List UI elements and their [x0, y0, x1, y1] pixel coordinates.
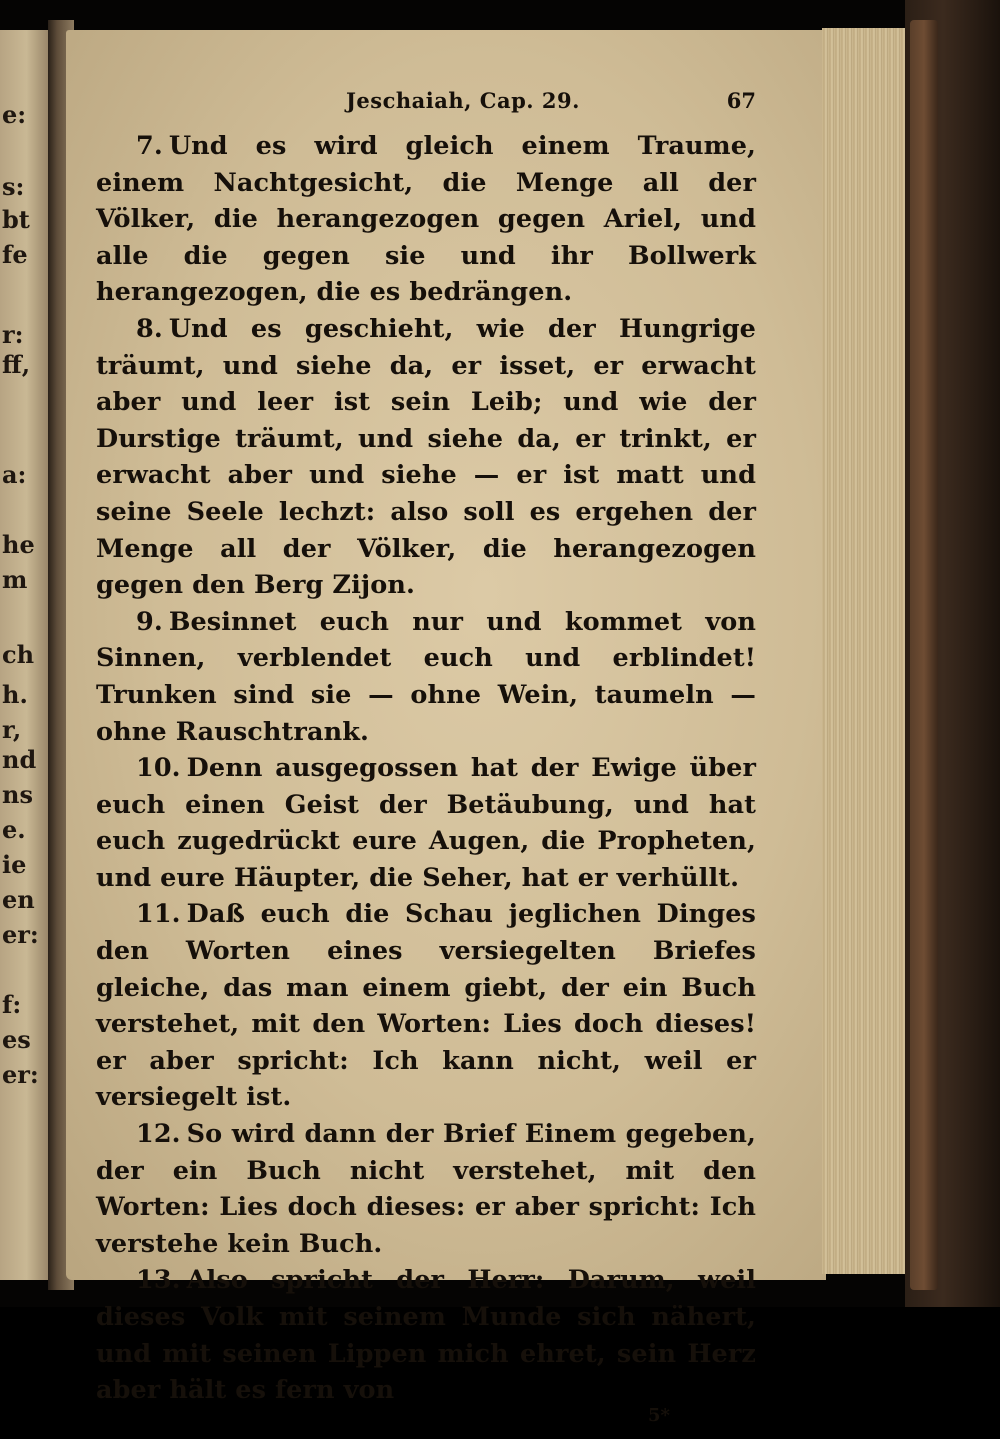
cover-edge	[910, 20, 938, 1290]
verse-10	[96, 750, 756, 896]
left-page-fragment: a:	[2, 460, 27, 489]
signature-mark: 5*	[648, 1404, 670, 1426]
left-page-fragment: ns	[2, 780, 33, 809]
page-text	[96, 88, 756, 1439]
left-page-fragment: er:	[2, 1060, 39, 1089]
left-page-text-fragments	[0, 30, 48, 1280]
verse-number: 10.	[136, 753, 181, 784]
left-page-fragment: bt	[2, 205, 30, 234]
verse-8	[96, 311, 756, 604]
left-page-fragment: en	[2, 885, 35, 914]
left-page-edge	[0, 30, 48, 1280]
running-head: Jeschaiah, Cap. 29.	[346, 88, 580, 113]
left-page-fragment: ie	[2, 850, 27, 879]
left-page-fragment: he	[2, 530, 35, 559]
left-page-fragment: ch	[2, 640, 35, 669]
left-page-fragment: fe	[2, 240, 28, 269]
page-fore-edge	[822, 28, 910, 1274]
verse-11	[96, 896, 756, 1116]
verse-7	[96, 128, 756, 311]
left-page-fragment: e.	[2, 815, 26, 844]
left-page-fragment: ff,	[2, 350, 31, 379]
verse-text: Besinnet euch nur und kommet von Sinnen, verblendet euch und erblindet! Trunken sind sie — ohne Wein, taumeln — ohne Rauschtrank.	[96, 606, 756, 747]
verse-text: Und es geschieht, wie der Hungrige träumt, und siehe da, er isset, er erwacht aber und leer ist sein Leib; und wie der Durstige träumt, und siehe da, er trinkt, er erwacht aber und siehe — er ist matt und seine Seele lechzt: also soll es ergehen der Menge all der Völker, die herangezogen gegen den Berg Zijon.	[96, 313, 756, 601]
left-page-fragment: e:	[2, 100, 27, 129]
verse-text: Und es wird gleich einem Traume, einem Nachtgesicht, die Menge all der Völker, die herangezogen gegen Ariel, und alle die gegen sie und ihr Bollwerk herangezogen, die es bedrängen.	[96, 131, 756, 308]
left-page-fragment: s:	[2, 172, 25, 201]
left-page-fragment: er:	[2, 920, 39, 949]
verse-12	[96, 1116, 756, 1262]
verse-number: 8.	[136, 313, 163, 344]
verse-number: 13.	[136, 1265, 181, 1296]
left-page-fragment: h.	[2, 680, 28, 709]
verse-9	[96, 604, 756, 750]
verse-text: Denn ausgegossen hat der Ewige über euch einen Geist der Betäubung, und hat euch zugedrückt eure Augen, die Propheten, und eure Häupter, die Seher, hat er verhüllt.	[96, 753, 756, 893]
left-page-fragment: r:	[2, 320, 24, 349]
page-number: 67	[726, 88, 756, 113]
page-header	[96, 88, 756, 128]
verse-text: So wird dann der Brief Einem gegeben, der ein Buch nicht verstehet, mit den Worten: Lies doch dieses: er aber spricht: Ich verstehe kein Buch.	[96, 1119, 756, 1259]
verse-number: 7.	[136, 131, 163, 161]
signature-mark-row	[96, 1404, 756, 1439]
verse-number: 9.	[136, 606, 163, 637]
left-page-fragment: m	[2, 565, 28, 594]
verse-13	[96, 1262, 756, 1408]
left-page-fragment: f:	[2, 990, 22, 1019]
left-page-fragment: nd	[2, 745, 37, 774]
verse-text: Also spricht der Herr: Darum, weil dieses Volk mit seinem Munde sich nähert, und mit seinen Lippen mich ehret, sein Herz aber hält es fern von	[96, 1265, 756, 1406]
left-page-fragment: es	[2, 1025, 31, 1054]
verse-number: 12.	[136, 1119, 181, 1150]
verse-number: 11.	[136, 899, 181, 930]
left-page-fragment: r,	[2, 715, 22, 744]
verse-text: Daß euch die Schau jeglichen Dinges den Worten eines versiegelten Briefes gleiche, das man einem giebt, der ein Buch verstehet, mit den Worten: Lies doch dieses! er aber spricht: Ich kann nicht, weil er versiegelt ist.	[96, 899, 756, 1113]
